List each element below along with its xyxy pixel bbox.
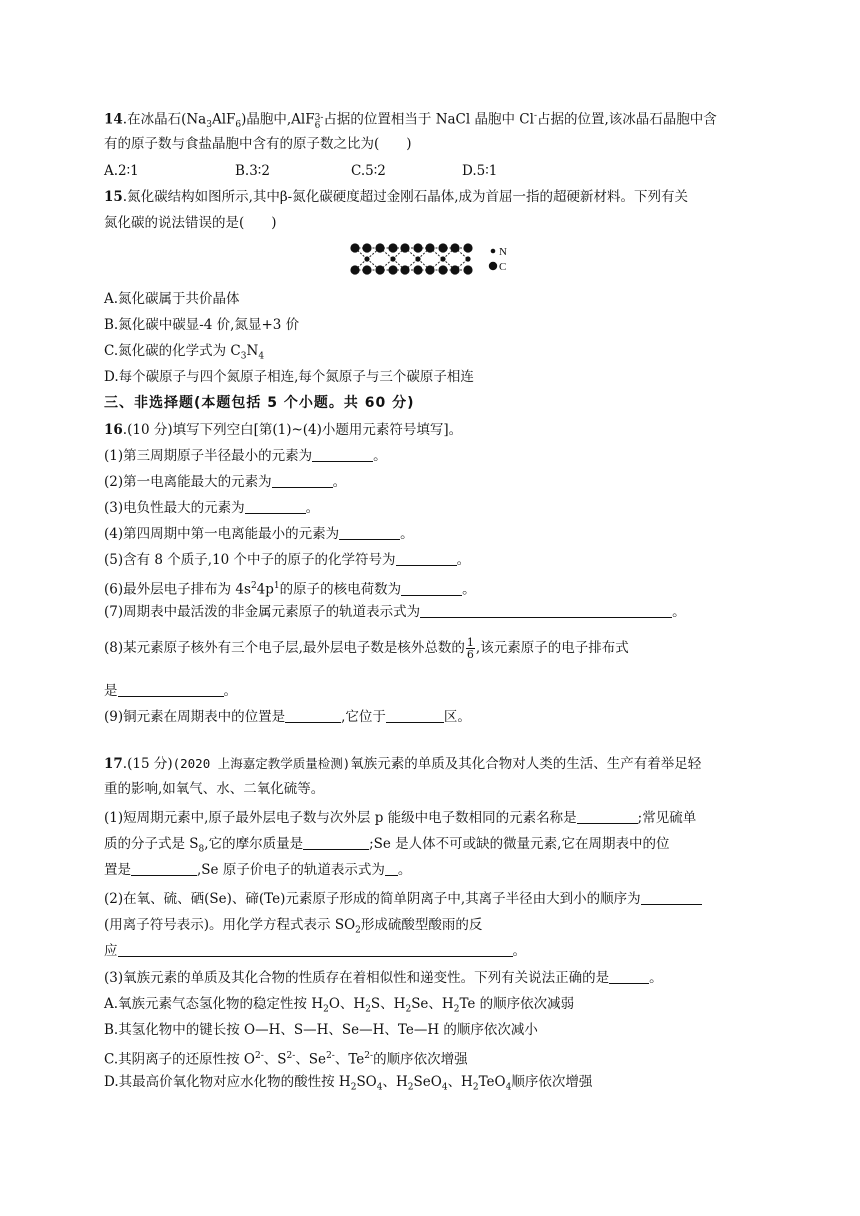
q17-source: (2020 上海嘉定教学质量检测) [172,756,351,771]
section-heading: 三、非选择题(本题包括 5 个小题。共 60 分) [104,395,415,411]
q16-number: 16 [104,422,123,438]
answer-blank[interactable] [118,683,224,697]
q16-part2: (2)第一电离能最大的元素为 。 [104,474,347,490]
q14-options [104,162,497,180]
q16-part6: (6)最外层电子排布为 $4s^24p^1$的原子的核电荷数为 。 [104,581,476,598]
q16-part3: (3)电负性最大的元素为 。 [104,500,320,516]
q15-option-a[interactable]: A.氮化碳属于共价晶体 [104,291,240,307]
q14-option-c[interactable]: C.5∶2 [351,163,386,179]
answer-blank[interactable] [339,526,400,540]
answer-blank[interactable] [577,810,638,824]
q16-part5: (5)含有 8 个质子,10 个中子的原子的化学符号为 。 [104,552,471,568]
answer-blank[interactable] [131,862,197,876]
q17-s1-line1: (1)短周期元素中,原子最外层电子数与次外层 p 能级中电子数相同的元素名称是 ;常见硫单 [104,810,697,826]
answer-blank[interactable] [272,474,333,488]
q15-number: 15 [104,189,123,205]
q16-part8-cont: 是 。 [104,683,237,699]
q14-option-d[interactable]: D.5∶1 [462,163,498,179]
q14-line1: 14.在冰晶石$(Na_3AlF_6)$晶胞中,AlF 3- 6 占据的位置相当于 NaCl 晶胞中 Cl-占据的位置,该冰晶石晶胞中含 [104,111,717,131]
q15-option-d[interactable]: D.每个碳原子与四个氮原子相连,每个氮原子与三个碳原子相连 [104,369,474,385]
q17-number: 17 [104,756,123,772]
answer-blank[interactable] [386,709,444,723]
q17-option-b[interactable]: B.其氢化物中的键长按 O—H、S—H、Se—H、Te—H 的顺序依次减小 [104,1022,538,1038]
q16-part1: (1)第三周期原子半径最小的元素为 。 [104,448,387,464]
legend-n-label: N [499,246,507,258]
q17-s2-line2: (用离子符号表示)。用化学方程式表示 $SO_2$形成硫酸型酸雨的反 [104,917,483,936]
q17-s2-line1: (2)在氧、硫、硒(Se)、碲(Te)元素原子形成的简单阴离子中,其离子半径由大到小的顺序为 [104,890,702,908]
answer-blank[interactable] [401,582,462,596]
q17-option-a[interactable]: A.氧族元素气态氢化物的稳定性按 $H_2O$、$H_2S$、$H_2Se$、$H_2Te$ 的顺序依次减弱 [104,996,575,1015]
q15-option-c[interactable]: C.氮化碳的化学式为 $C_3N_4$ [104,343,265,362]
alf6-charge: 3- 6 [314,112,324,131]
answer-blank[interactable] [641,891,702,905]
q17-s3-stem: (3)氧族元素的单质及其化合物的性质存在着相似性和递变性。下列有关说法正确的是 。 [104,970,663,986]
answer-blank[interactable] [385,862,398,876]
q16-stem: 16.(10 分)填写下列空白[第(1)~(4)小题用元素符号填写]。 [104,422,463,438]
q16-part4: (4)第四周期中第一电离能最小的元素为 。 [104,526,414,542]
answer-blank[interactable] [118,943,513,957]
answer-blank[interactable] [303,836,369,850]
q15-line2: 氮化碳的说法错误的是( ) [104,215,277,231]
q14-line2: 有的原子数与食盐晶胞中含有的原子数之比为( ) [104,136,412,152]
q15-line1: 15.氮化碳结构如图所示,其中β-氮化碳硬度超过金刚石晶体,成为首屈一指的超硬新材料。下列有关 [104,189,689,205]
q14-number: 14 [104,111,123,128]
answer-blank[interactable] [312,448,373,462]
q14-option-a[interactable]: A.2∶1 [104,163,139,179]
q17-s1-line3: 置是 ,Se 原子价电子的轨道表示式为 。 [104,862,412,878]
answer-blank[interactable] [245,500,306,514]
q17-stem-line1: 17.(15 分)(2020 上海嘉定教学质量检测)氧族元素的单质及其化合物对人类的生活、生产有着举足轻 [104,756,702,772]
answer-blank[interactable] [396,552,457,566]
q16-part8: (8)某元素原子核外有三个电子层,最外层电子数是核外总数的 $\frac{1}{6}$ ,该元素原子的电子排布式 [104,636,629,661]
legend-c-label: C [499,261,507,273]
q17-stem-line2: 重的影响,如氧气、水、二氧化硫等。 [104,781,325,797]
q15-option-b[interactable]: B.氮化碳中碳显-4 价,氮显+3 价 [104,317,300,333]
carbon-nitride-structure-figure [345,240,525,280]
answer-blank[interactable] [420,604,672,618]
q14-option-b[interactable]: B.3∶2 [235,163,270,179]
answer-blank[interactable] [609,970,649,984]
q16-part7: (7)周期表中最活泼的非金属元素原子的轨道表示式为 。 [104,604,686,620]
q17-option-c[interactable]: C.其阴离子的还原性按 $O^{2-}$、$S^{2-}$、$Se^{2-}$、$Te^{2-}$的顺序依次增强 [104,1051,468,1068]
fraction-one-sixth: $\frac{1}{6}$ [466,636,474,661]
q17-s1-line2: 质的分子式是 $S_8$,它的摩尔质量是 ;Se 是人体不可或缺的微量元素,它在周期表中的位 [104,836,670,855]
q16-part9: (9)铜元素在周期表中的位置是 ,它位于 区。 [104,709,471,725]
q17-s2-line3: 应 。 [104,943,526,959]
q17-option-d[interactable]: D.其最高价氧化物对应水化物的酸性按 $H_2SO_4$、$H_2SeO_4$、$H_2TeO_4$顺序依次增强 [104,1074,593,1093]
answer-blank[interactable] [285,709,341,723]
